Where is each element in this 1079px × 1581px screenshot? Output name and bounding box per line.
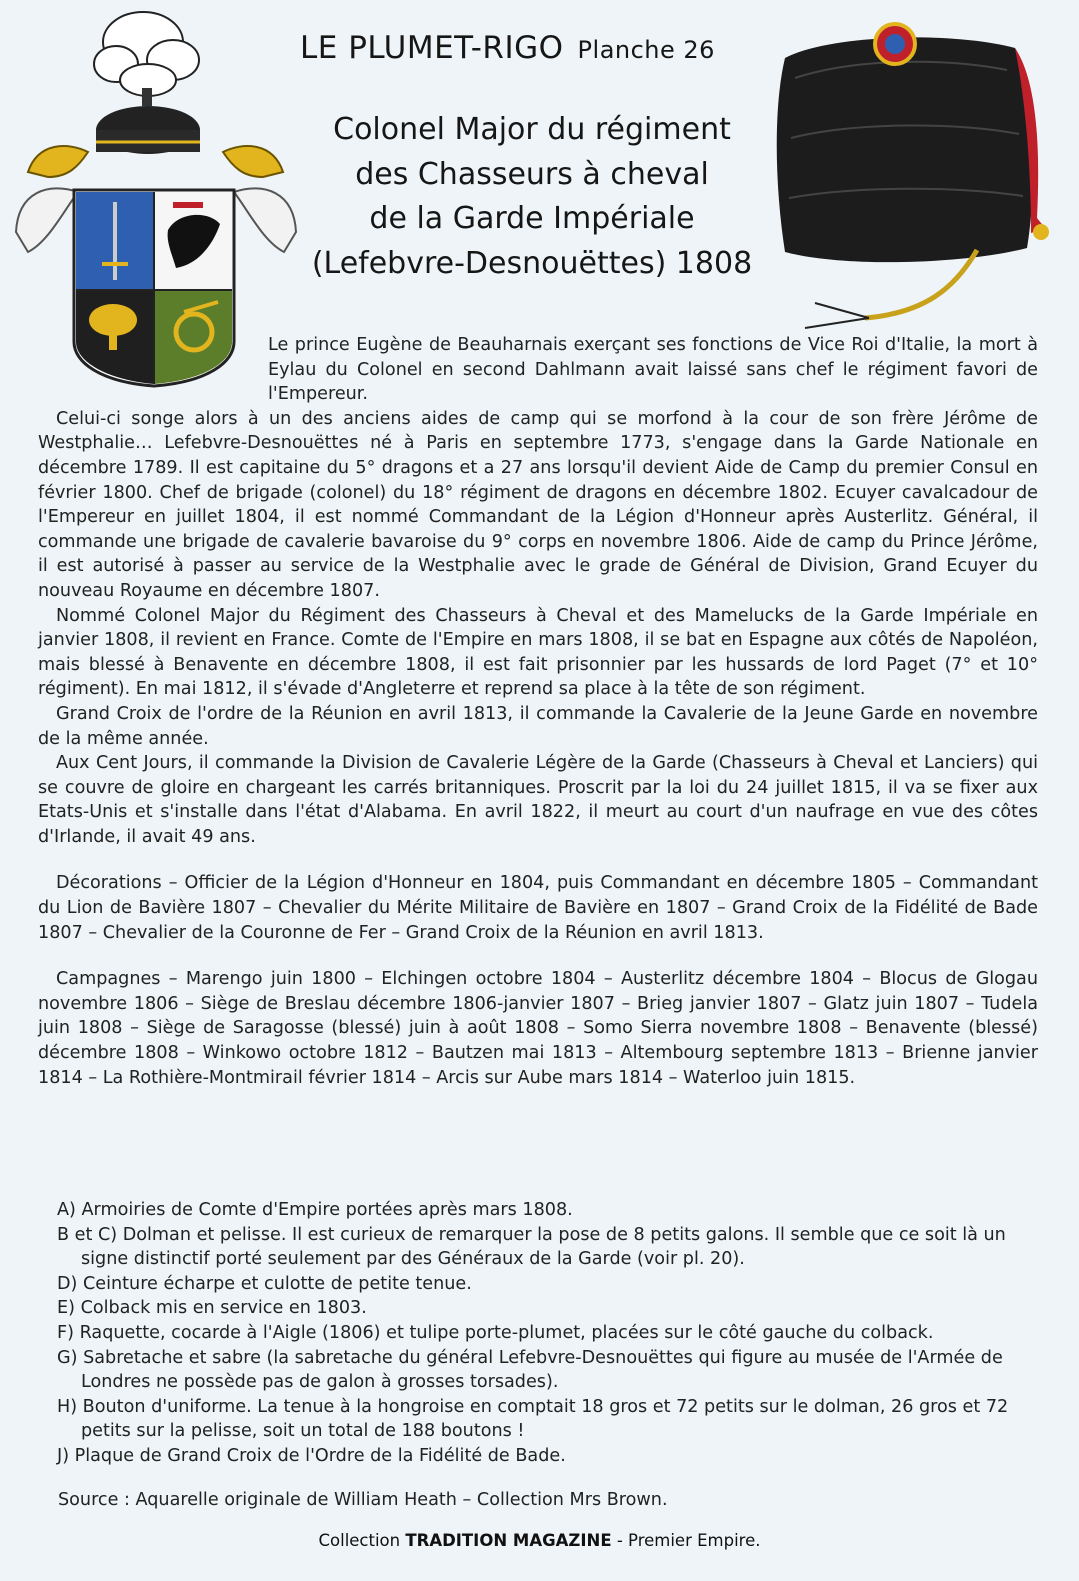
footer-brand: TRADITION MAGAZINE bbox=[405, 1531, 612, 1550]
source-credit: Source : Aquarelle originale de William Heath – Collection Mrs Brown. bbox=[58, 1490, 668, 1510]
plume-icon bbox=[94, 12, 199, 106]
title-line-3: de la Garde Impériale bbox=[369, 201, 695, 236]
note-j: J) Plaque de Grand Croix de l'Ordre de la Fidélité de Bade. bbox=[57, 1445, 566, 1466]
note-g: G) Sabretache et sabre (la sabretache du général Lefebvre-Desnouëttes qui figure au musée de l'Armée de Londres ne possède pas de galon à grosses torsades). bbox=[57, 1347, 1003, 1393]
colback-icon bbox=[777, 24, 1049, 328]
biography-paragraph-2: Nommé Colonel Major du Régiment des Chasseurs à Cheval et des Mamelucks de la Garde Impériale en janvier 1808, il revient en France. Comte de l'Empire en mars 1808, il se bat en Espagne aux côtés de Napoléon, mais blessé à Benavente en décembre 1808, il est fait prisonnier par les hussards de lord Paget (7° et 10° régiment). En mai 1812, il s'évade d'Angleterre et reprend sa place à la tête de son régiment. bbox=[38, 605, 1038, 700]
biography-paragraph-1: Celui-ci songe alors à un des anciens aides de camp qui se morfond à la cour de son frère Jérôme de Westphalie… Lefebvre-Desnouëttes né à Paris en septembre 1773, s'engage dans la Garde Nationale en décembre 1789. Il est capitaine du 5° dragons et a 27 ans lorsqu'il devient Aide de Camp du premier Consul en février 1800. Chef de brigade (colonel) du 18° régiment de dragons en décembre 1802. Ecuyer cavalcadour de l'Empereur en juillet 1804, il est nommé Commandant de la Légion d'Honneur après Austerlitz. Général, il commande une brigade de cavalerie bavaroise du 9° corps en novembre 1806. Aide de camp du Prince Jérôme, il est autorisé à passer au service de la Westphalie avec le grade de Général de Division, Grand Ecuyer du nouveau Royaume en décembre 1807. bbox=[38, 408, 1038, 601]
campaigns-paragraph: Campagnes – Marengo juin 1800 – Elchingen octobre 1804 – Austerlitz décembre 1804 – Blocus de Glogau novembre 1806 – Siège de Breslau décembre 1806-janvier 1807 – Brieg janvier 1807 – Glatz juin 1807 – Tudela juin 1808 – Siège de Saragosse (blessé) juin à août 1808 – Somo Sierra novembre 1808 – Benavente (blessé) décembre 1808 – Winkowo octobre 1812 – Bautzen mai 1813 – Altembourg septembre 1813 – Brienne janvier 1814 – La Rothière-Montmirail février 1814 – Arcis sur Aube mars 1814 – Waterloo juin 1815. bbox=[38, 969, 1038, 1088]
note-d: D) Ceinture écharpe et culotte de petite tenue. bbox=[57, 1273, 472, 1294]
note-h: H) Bouton d'uniforme. La tenue à la hongroise en comptait 18 gros et 72 petits sur le dolman, 26 gros et 72 petits sur la pelisse, soit un total de 188 boutons ! bbox=[57, 1396, 1009, 1442]
decorations-paragraph: Décorations – Officier de la Légion d'Honneur en 1804, puis Commandant en décembre 1805 – Commandant du Lion de Bavière 1807 – Chevalier du Mérite Militaire de Bavière en 1807 – Grand Croix de la Fidélité de Bade 1807 – Chevalier de la Couronne de Fer – Grand Croix de la Réunion en avril 1813. bbox=[38, 873, 1038, 943]
footer-collection bbox=[0, 1531, 1079, 1550]
intro-paragraph: Le prince Eugène de Beauharnais exerçant ses fonctions de Vice Roi d'Italie, la mort à Eylau du Colonel en second Dahlmann avait laissé sans chef le régiment favori de l'Empereur. bbox=[268, 335, 1038, 405]
title-line-4: (Lefebvre-Desnouëttes) 1808 bbox=[311, 245, 753, 281]
plate-number: Planche 26 bbox=[577, 36, 715, 64]
title-line-1: Colonel Major du régiment bbox=[333, 112, 731, 147]
biography-paragraph-4: Aux Cent Jours, il commande la Division de Cavalerie Légère de la Garde (Chasseurs à Cheval et Lanciers) qui se couvre de gloire en chargeant les carrés britanniques. Proscrit par la loi du 24 juillet 1815, il va se fixer aux Etats-Unis et s'installe dans l'état d'Alabama. En avril 1822, il meurt au court d'un naufrage en vue des côtes d'Irlande, il avait 49 ans. bbox=[38, 753, 1038, 847]
series-title: LE PLUMET-RIGO bbox=[300, 30, 564, 66]
footer-prefix: Collection bbox=[318, 1531, 406, 1550]
note-b-c: B et C) Dolman et pelisse. Il est curieux de remarquer la pose de 8 petits galons. Il semble que ce soit là un signe distinctif porté seulement par des Généraux de la Garde (voir pl. 20). bbox=[57, 1224, 1006, 1270]
plate-notes bbox=[57, 1198, 1042, 1469]
plate-title bbox=[282, 108, 782, 286]
title-line-2: des Chasseurs à cheval bbox=[355, 156, 709, 192]
footer-suffix: - Premier Empire. bbox=[611, 1531, 761, 1550]
series-header bbox=[300, 30, 715, 66]
note-e: E) Colback mis en service en 1803. bbox=[57, 1298, 367, 1319]
note-a: A) Armoiries de Comte d'Empire portées après mars 1808. bbox=[57, 1200, 573, 1220]
biography-paragraph-3: Grand Croix de l'ordre de la Réunion en avril 1813, il commande la Cavalerie de la Jeune Garde en novembre de la même année. bbox=[38, 703, 1038, 749]
biography-text bbox=[38, 333, 1038, 1090]
note-f: F) Raquette, cocarde à l'Aigle (1806) et tulipe porte-plumet, placées sur le côté gauche du colback. bbox=[57, 1322, 934, 1343]
colback-illustration bbox=[745, 18, 1065, 340]
toque-icon bbox=[96, 106, 200, 154]
